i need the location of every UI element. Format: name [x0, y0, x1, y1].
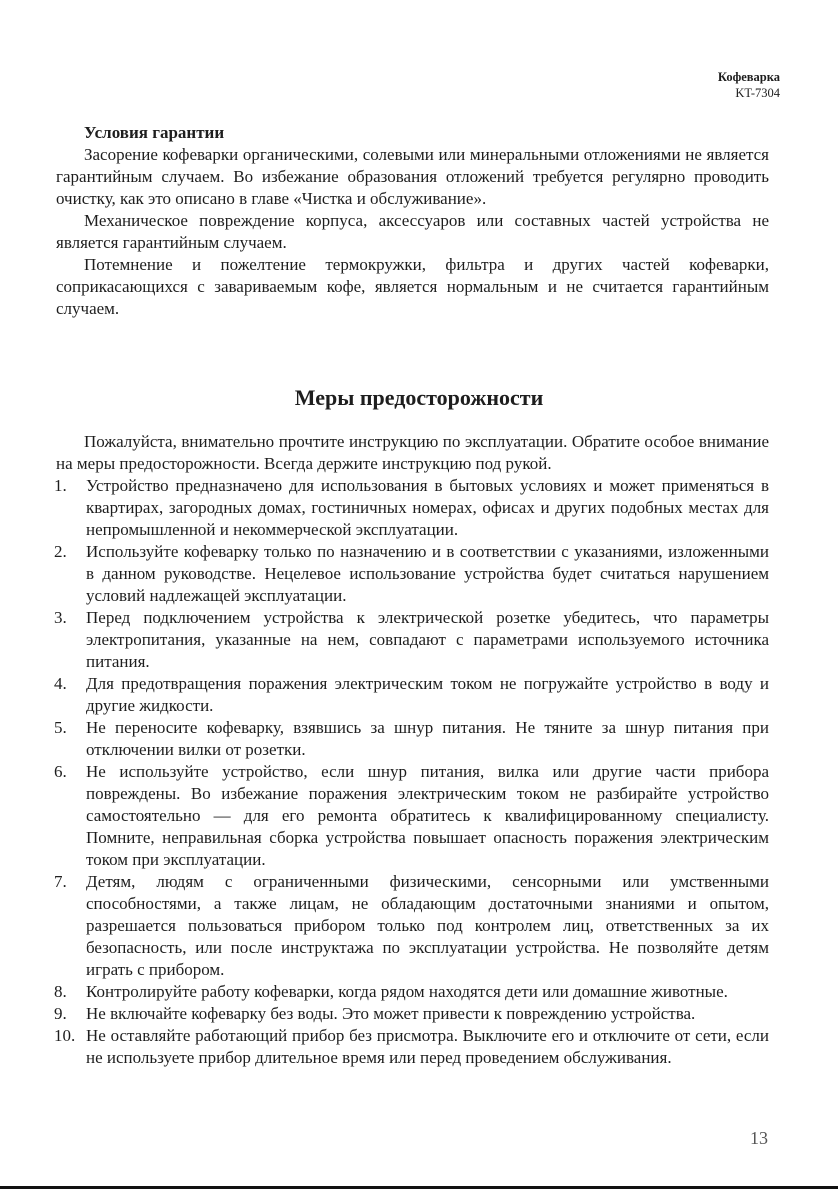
list-item-text: Не оставляйте работающий прибор без присмотра. Выключите его и отключите от сети, если не используете прибор длительное время или перед проведением обслуживания.: [86, 1026, 769, 1067]
list-item: [56, 761, 769, 871]
header-product: Кофеварка: [717, 70, 780, 84]
list-item: [56, 541, 769, 607]
list-item: [56, 475, 769, 541]
list-item: [56, 981, 769, 1003]
list-item: [56, 1025, 769, 1069]
precautions-list: [56, 475, 769, 1069]
list-item-number: 7.: [54, 872, 67, 891]
list-item-number: 6.: [54, 762, 67, 781]
precautions-section: [56, 431, 769, 1069]
running-header: [718, 69, 780, 101]
bottom-rule: [0, 1186, 838, 1189]
list-item-text: Перед подключением устройства к электрической розетке убедитесь, что параметры электропитания, указанные на нем, совпадают с параметрами используемого источника питания.: [86, 608, 769, 671]
list-item-text: Контролируйте работу кофеварки, когда рядом находятся дети или домашние животные.: [86, 982, 728, 1001]
list-item-number: 2.: [54, 542, 67, 561]
page-number: 13: [750, 1128, 768, 1148]
header-model: KT-7304: [735, 86, 780, 100]
precautions-intro: Пожалуйста, внимательно прочтите инструкцию по эксплуатации. Обратите особое внимание на меры предосторожности. Всегда держите инструкцию под рукой.: [56, 432, 769, 473]
list-item-number: 5.: [54, 718, 67, 737]
list-item-number: 4.: [54, 674, 67, 693]
list-item-text: Детям, людям с ограниченными физическими, сенсорными или умственными способностями, а также лицам, не обладающим достаточными знаниями и опытом, разрешается пользоваться прибором только под контролем лиц, ответственных за их безопасность, или после инструктажа по эксплуатации устройства. Не позволяйте детям играть с прибором.: [86, 872, 769, 979]
list-item: [56, 717, 769, 761]
list-item-number: 8.: [54, 982, 67, 1001]
warranty-paragraph: Засорение кофеварки органическими, солевыми или минеральными отложениями не является гарантийным случаем. Во избежание образования отложений требуется регулярно проводить очистку, как это описано в главе «Чистка и обслуживание».: [56, 145, 769, 208]
warranty-paragraph: Потемнение и пожелтение термокружки, фильтра и других частей кофеварки, соприкасающихся с завариваемым кофе, является нормальным и не считается гарантийным случаем.: [56, 255, 769, 318]
list-item-text: Для предотвращения поражения электрическим током не погружайте устройство в воду и другие жидкости.: [86, 674, 769, 715]
list-item: [56, 673, 769, 717]
list-item-number: 3.: [54, 608, 67, 627]
list-item: [56, 1003, 769, 1025]
warranty-heading: Условия гарантии: [84, 123, 225, 142]
precautions-title: Меры предосторожности: [294, 385, 544, 410]
list-item-text: Используйте кофеварку только по назначению и в соответствии с указаниями, изложенными в данном руководстве. Нецелевое использование устройства будет считаться нарушением условий надлежащей эксплуатации.: [86, 542, 769, 605]
list-item-number: 1.: [54, 476, 67, 495]
list-item-number: 10.: [54, 1026, 76, 1045]
list-item-text: Устройство предназначено для использования в бытовых условиях и может применяться в квартирах, загородных домах, гостиничных номерах, офисах и других подобных местах для непромышленной и некоммерческой эксплуатации.: [86, 476, 769, 539]
warranty-section: [56, 122, 769, 320]
list-item: [56, 607, 769, 673]
list-item-number: 9.: [54, 1004, 67, 1023]
list-item-text: Не используйте устройство, если шнур питания, вилка или другие части прибора повреждены. Во избежание поражения электрическим током не разбирайте устройство самостоятельно — для его ремонта обратитесь к квалифицированному специалисту. Помните, неправильная сборка устройства повышает опасность поражения электрическим током при эксплуатации.: [86, 762, 769, 869]
list-item-text: Не переносите кофеварку, взявшись за шнур питания. Не тяните за шнур питания при отключении вилки от розетки.: [86, 718, 769, 759]
warranty-paragraph: Механическое повреждение корпуса, аксессуаров или составных частей устройства не является гарантийным случаем.: [56, 211, 769, 252]
list-item-text: Не включайте кофеварку без воды. Это может привести к повреждению устройства.: [86, 1004, 696, 1023]
list-item: [56, 871, 769, 981]
